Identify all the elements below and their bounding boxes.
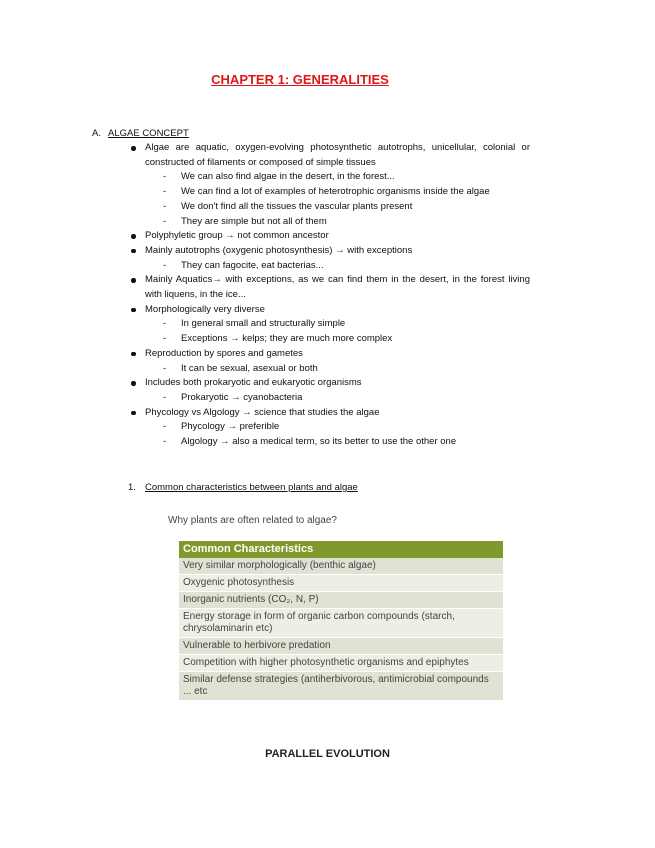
section-a-letter: A. [92, 128, 101, 139]
list-item [130, 347, 530, 376]
list-item-text: Phycology vs Algology → science that studies the algae [145, 406, 380, 418]
sub-list [145, 391, 530, 406]
list-item [130, 406, 530, 450]
list-item-text: Polyphyletic group → not common ancestor [145, 230, 329, 242]
sub-list-item: - Prokaryotic → cyanobacteria [145, 391, 530, 406]
table-body [179, 558, 503, 701]
sub-list-item: - They can fagocite, eat bacterias... [145, 259, 530, 274]
sub-list-item: - We don't find all the tissues the vascular plants present [145, 200, 530, 215]
sub-list [145, 420, 530, 449]
list-item [130, 376, 530, 405]
list-item-text: Mainly autotrophs (oxygenic photosynthesis) → with exceptions [145, 244, 413, 256]
list-item [130, 141, 530, 229]
question-text: Why plants are often related to algae? [168, 515, 337, 526]
parallel-evolution-label: PARALLEL EVOLUTION [265, 748, 390, 760]
section-1-title: Common characteristics between plants and algae [145, 482, 358, 493]
section-1-heading [128, 482, 358, 493]
section-a-heading [92, 128, 189, 139]
list-item-text: Morphologically very diverse [145, 303, 265, 315]
list-item [130, 303, 530, 347]
sub-list-item: - It can be sexual, asexual or both [145, 362, 530, 377]
sub-list [145, 259, 530, 274]
list-item-text: Mainly Aquatics→ with exceptions, as we can find them in the desert, in the forest living with liquens, in the ice... [145, 274, 530, 301]
chapter-title: CHAPTER 1: GENERALITIES [211, 72, 389, 87]
table-header: Common Characteristics [179, 541, 503, 558]
sub-list-item: - They are simple but not all of them [145, 215, 530, 230]
table-row: Competition with higher photosynthetic organisms and epiphytes [179, 655, 503, 672]
sub-list-item: - Algology → also a medical term, so its better to use the other one [145, 435, 530, 450]
table-row: Oxygenic photosynthesis [179, 575, 503, 592]
characteristics-table [179, 541, 503, 701]
sub-list-item: - Phycology → preferible [145, 420, 530, 435]
sub-list [145, 362, 530, 377]
list-item-text: Reproduction by spores and gametes [145, 347, 303, 359]
section-a-title: ALGAE CONCEPT [108, 128, 189, 139]
list-item [130, 273, 530, 302]
list-item [130, 229, 530, 244]
sub-list-item: - In general small and structurally simple [145, 317, 530, 332]
table-row: Similar defense strategies (antiherbivorous, antimicrobial compounds ... etc [179, 672, 503, 701]
sub-list-item: - We can find a lot of examples of heterotrophic organisms inside the algae [145, 185, 530, 200]
list-item-text: Includes both prokaryotic and eukaryotic organisms [145, 377, 362, 389]
table-row: Energy storage in form of organic carbon compounds (starch, chrysolaminarin etc) [179, 609, 503, 638]
algae-concept-list [130, 141, 530, 450]
list-item [130, 244, 530, 273]
sub-list [145, 170, 530, 229]
table-row: Very similar morphologically (benthic algae) [179, 558, 503, 575]
list-item-text: Algae are aquatic, oxygen-evolving photosynthetic autotrophs, unicellular, colonial or constructed of filaments or composed of simple tissues [145, 142, 530, 168]
sub-list [145, 317, 530, 346]
sub-list-item: - We can also find algae in the desert, in the forest... [145, 170, 530, 185]
table-row: Vulnerable to herbivore predation [179, 638, 503, 655]
sub-list-item: - Exceptions → kelps; they are much more complex [145, 332, 530, 347]
table-row: Inorganic nutrients (CO₂, N, P) [179, 592, 503, 609]
section-1-number: 1. [128, 482, 136, 493]
